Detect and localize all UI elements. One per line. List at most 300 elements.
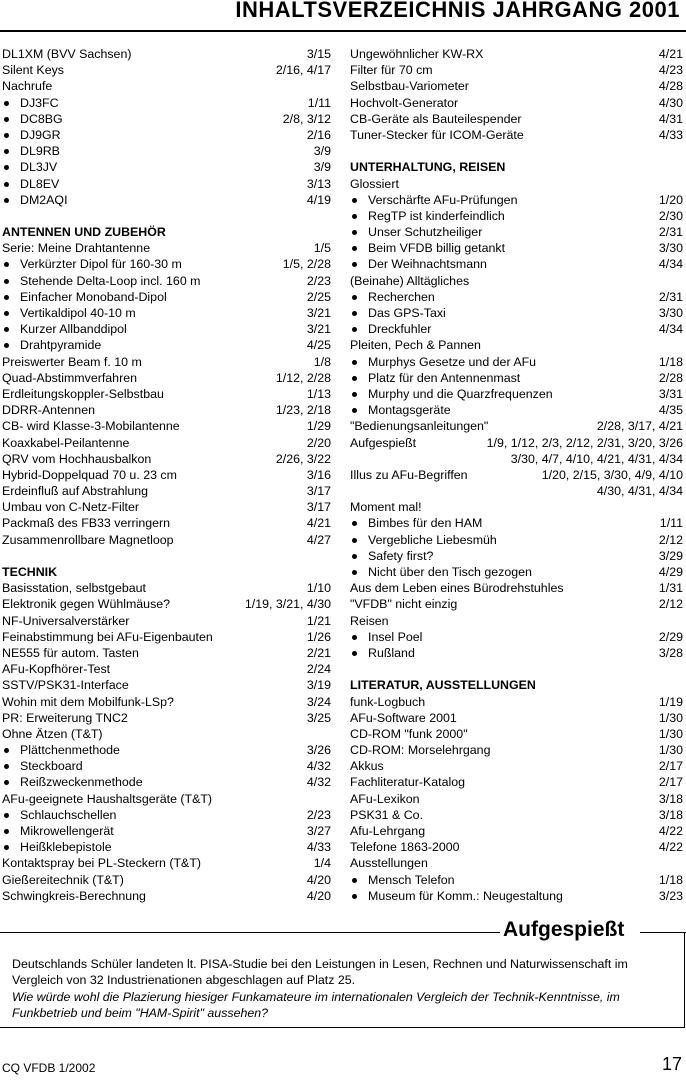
entry-title: Reisen [350, 613, 389, 628]
index-sub-entry [2, 159, 331, 175]
entry-pages: 4/30, 4/31, 4/34 [596, 484, 683, 499]
index-sub-entry [350, 224, 683, 240]
entry-pages: 4/33 [658, 127, 683, 142]
index-sub-entry [350, 402, 683, 418]
index-sub-entry [350, 564, 683, 580]
entry-title: DM2AQI [20, 192, 68, 207]
entry-pages: 4/35 [658, 403, 683, 418]
index-sub-entry [2, 111, 331, 127]
entry-pages: 1/18 [658, 354, 683, 369]
aufgespiesst-title: Aufgespießt [503, 918, 625, 941]
entry-pages: 3/29 [658, 548, 683, 563]
entry-title: DJ3FC [20, 95, 59, 110]
entry-pages: 3/17 [306, 500, 331, 515]
entry-pages: 4/21 [658, 47, 683, 61]
index-entry [2, 354, 331, 370]
index-sub-entry [350, 645, 683, 661]
index-entry [2, 515, 331, 531]
index-entry [350, 596, 683, 612]
entry-title: CB-Geräte als Bauteilespender [350, 111, 522, 126]
entry-title: QRV vom Hochhausbalkon [2, 451, 152, 466]
entry-pages: 3/31 [658, 386, 683, 401]
entry-title: Serie: Meine Drahtantenne [2, 241, 151, 256]
entry-title: Glossiert [350, 176, 399, 191]
page-title: INHALTSVERZEICHNIS JAHRGANG 2001 [235, 0, 680, 22]
entry-title: Recherchen [368, 289, 435, 304]
index-entry [2, 46, 331, 62]
index-entry [2, 629, 331, 645]
index-entry [350, 467, 683, 483]
section-gap [350, 143, 683, 159]
index-entry [2, 613, 331, 629]
entry-pages: 4/23 [658, 63, 683, 78]
index-sub-entry [350, 629, 683, 645]
entry-title: DC8BG [20, 111, 63, 126]
index-sub-entry [2, 127, 331, 143]
entry-title: Elektronik gegen Wühlmäuse? [2, 597, 171, 612]
entry-pages: 3/19 [306, 678, 331, 693]
index-entry [2, 596, 331, 612]
entry-pages: 3/28 [658, 645, 683, 660]
index-entry [2, 240, 331, 256]
section-heading [2, 224, 331, 240]
entry-pages: 4/27 [306, 532, 331, 547]
entry-pages: 2/28, 3/17, 4/21 [596, 419, 683, 434]
index-sub-entry [350, 548, 683, 564]
entry-pages: 4/21 [306, 516, 331, 531]
index-sub-entry [350, 386, 683, 402]
index-entry [350, 791, 683, 807]
index-sub-entry [350, 240, 683, 256]
index-entry [350, 726, 683, 742]
entry-title: Steckboard [20, 759, 83, 774]
entry-pages: 3/30, 4/7, 4/10, 4/21, 4/31, 4/34 [510, 451, 683, 466]
entry-pages: 4/34 [658, 257, 683, 272]
entry-pages: 1/4 [313, 856, 331, 871]
index-entry [2, 532, 331, 548]
entry-title: Heißklebepistole [20, 840, 112, 855]
entry-title: Preiswerter Beam f. 10 m [2, 354, 142, 369]
entry-pages: 3/21 [306, 322, 331, 337]
entry-title: Kontaktspray bei PL-Steckern (T&T) [2, 856, 202, 871]
entry-title: Umbau von C-Netz-Filter [2, 500, 140, 515]
entry-title: Basisstation, selbstgebaut [2, 581, 146, 596]
index-sub-entry [350, 888, 683, 904]
index-sub-entry [2, 839, 331, 855]
section-heading [2, 564, 331, 580]
index-entry [2, 580, 331, 596]
entry-pages: 4/32 [306, 775, 331, 790]
index-sub-entry [2, 176, 331, 192]
entry-title: Bimbes für den HAM [368, 516, 483, 531]
entry-title: "VFDB" nicht einzig [350, 597, 458, 612]
index-entry [350, 613, 683, 629]
index-entry [350, 451, 683, 467]
index-entry [350, 176, 683, 192]
index-entry [350, 710, 683, 726]
entry-pages: 1/19, 3/21, 4/30 [244, 597, 331, 612]
entry-pages: 2/24 [306, 662, 331, 677]
entry-pages: 1/20, 2/15, 3/30, 4/9, 4/10 [541, 467, 683, 482]
entry-title: Reißzweckenmethode [20, 775, 143, 790]
index-entry [2, 402, 331, 418]
entry-pages: 3/23 [658, 888, 683, 903]
entry-title: Platz für den Antennenmast [368, 370, 521, 385]
entry-pages: 3/30 [658, 241, 683, 256]
entry-title: Feinabstimmung bei AFu-Eigenbauten [2, 629, 213, 644]
entry-title: Erdeinfluß auf Abstrahlung [2, 484, 149, 499]
aufgespiesst-line-2: Wie würde wohl die Plazierung hiesiger Funkamateure im internationalen Vergleich der Technik-Kenntnisse, im Funkbetrieb und beim "HAM-Spirit" aussehen? [12, 989, 620, 1021]
entry-title: NF-Universalverstärker [2, 613, 130, 628]
entry-title: Hybrid-Doppelquad 70 u. 23 cm [2, 467, 177, 482]
index-entry [2, 710, 331, 726]
section-heading [350, 677, 683, 693]
entry-pages: 2/21 [306, 645, 331, 660]
entry-pages: 2/25 [306, 289, 331, 304]
index-entry [350, 273, 683, 289]
index-entry [2, 62, 331, 78]
entry-title: Nachrufe [2, 79, 53, 94]
entry-title: Unser Schutzheiliger [368, 225, 483, 240]
index-entry [350, 78, 683, 94]
entry-pages: 1/12, 2/28 [275, 370, 331, 385]
entry-title: Der Weihnachtsmann [368, 257, 487, 272]
index-entry [2, 499, 331, 515]
entry-pages: 3/16 [306, 467, 331, 482]
entry-title: "Bedienungsanleitungen" [350, 419, 489, 434]
entry-title: AFu-geeignete Haushaltsgeräte (T&T) [2, 791, 213, 806]
index-sub-entry [2, 192, 331, 208]
index-entry [350, 127, 683, 143]
entry-pages: 3/25 [306, 710, 331, 725]
entry-title: CD-ROM: Morselehrgang [350, 743, 491, 758]
index-entry [350, 580, 683, 596]
index-sub-entry [350, 515, 683, 531]
entry-title: Rußland [368, 645, 415, 660]
index-entry [350, 855, 683, 871]
page-header [0, 0, 686, 32]
index-entry [2, 791, 331, 807]
entry-title: Wohin mit dem Mobilfunk-LSp? [2, 694, 174, 709]
aufgespiesst-line-1: Deutschlands Schüler landeten lt. PISA-Studie bei den Leistungen in Lesen, Rechnen und Naturwissenschaft im Vergleich von 32 Industrienationen abgeschlagen auf Platz 25. [12, 957, 628, 988]
section-heading [350, 159, 683, 175]
index-sub-entry [2, 807, 331, 823]
index-entry [350, 435, 683, 451]
entry-pages: 3/9 [313, 144, 331, 159]
entry-pages: 3/27 [306, 824, 331, 838]
entry-title: Museum für Komm.: Neugestaltung [368, 888, 563, 903]
index-sub-entry [350, 370, 683, 386]
entry-pages: 1/31 [658, 581, 683, 596]
entry-pages: 4/19 [306, 192, 331, 207]
entry-pages: 4/34 [658, 322, 683, 337]
entry-pages: 1/23, 2/18 [275, 403, 331, 418]
entry-title: Beim VFDB billig getankt [368, 241, 506, 256]
index-sub-entry [350, 305, 683, 321]
entry-title: TECHNIK [2, 565, 58, 579]
entry-pages: 3/18 [658, 807, 683, 822]
index-entry [350, 758, 683, 774]
entry-title: Nicht über den Tisch gezogen [368, 565, 532, 579]
entry-pages: 1/11 [659, 516, 683, 531]
entry-pages: 2/17 [658, 775, 683, 790]
entry-title: Schlauchschellen [20, 807, 117, 822]
index-sub-entry [350, 289, 683, 305]
index-entry [2, 435, 331, 451]
index-entry [350, 337, 683, 353]
entry-pages: 4/20 [306, 872, 331, 887]
entry-title: Gießereitechnik (T&T) [2, 872, 124, 887]
entry-pages: 3/26 [306, 743, 331, 758]
entry-title: ANTENNEN UND ZUBEHÖR [2, 225, 166, 240]
entry-pages: 2/20 [306, 435, 331, 450]
entry-title: PSK31 & Co. [350, 807, 424, 822]
entry-pages: 1/30 [658, 710, 683, 725]
entry-title: Pleiten, Pech & Pannen [350, 338, 481, 353]
index-sub-entry [2, 273, 331, 289]
index-entry [2, 872, 331, 888]
entry-title: Tuner-Stecker für ICOM-Geräte [350, 127, 524, 142]
footer-issue: CQ VFDB 1/2002 [2, 1061, 96, 1075]
index-entry [350, 774, 683, 790]
entry-title: Stehende Delta-Loop incl. 160 m [20, 273, 201, 288]
index-entry [2, 645, 331, 661]
entry-pages: 1/11 [307, 95, 331, 110]
index-sub-entry [2, 758, 331, 774]
aufgespiesst-text [12, 956, 677, 1022]
entry-title: Ungewöhnlicher KW-RX [350, 47, 484, 61]
entry-title: Akkus [350, 759, 384, 774]
entry-pages: 3/17 [306, 484, 331, 499]
entry-title: Dreckfuhler [368, 322, 432, 337]
section-gap [2, 548, 331, 564]
index-entry [2, 483, 331, 499]
index-sub-entry [2, 143, 331, 159]
index-entry [350, 95, 683, 111]
entry-pages: 1/10 [306, 581, 331, 596]
entry-title: Filter für 70 cm [350, 63, 433, 78]
entry-pages: 1/21 [306, 613, 331, 628]
index-sub-entry [2, 289, 331, 305]
entry-pages: 4/22 [658, 824, 683, 838]
entry-title: Montagsgeräte [368, 403, 451, 418]
section-gap [350, 661, 683, 677]
entry-title: DL1XM (BVV Sachsen) [2, 47, 132, 61]
index-entry [350, 111, 683, 127]
entry-pages: 2/17 [658, 759, 683, 774]
entry-pages: 3/30 [658, 306, 683, 320]
entry-title: DL9RB [20, 144, 60, 159]
entry-title: Erdleitungskoppler-Selbstbau [2, 386, 164, 401]
entry-title: NE555 für autom. Tasten [2, 645, 139, 660]
entry-pages: 4/31 [658, 111, 683, 126]
entry-title: CB- wird Klasse-3-Mobilantenne [2, 419, 180, 434]
index-sub-entry [2, 321, 331, 337]
entry-title: Mikrowellengerät [20, 824, 114, 838]
entry-title: Silent Keys [2, 63, 64, 78]
index-sub-entry [350, 872, 683, 888]
entry-pages: 1/13 [306, 386, 331, 401]
index-sub-entry [2, 305, 331, 321]
entry-pages: 2/31 [658, 225, 683, 240]
entry-pages: 4/29 [658, 565, 683, 579]
index-column-left [2, 46, 331, 904]
entry-title: Insel Poel [368, 629, 423, 644]
entry-pages: 1/8 [313, 354, 331, 369]
entry-pages: 3/18 [658, 791, 683, 806]
page-number: 17 [661, 1054, 682, 1074]
entry-title: Schwingkreis-Berechnung [2, 888, 146, 903]
entry-title: Drahtpyramide [20, 338, 102, 353]
entry-title: Murphy und die Quarzfrequenzen [368, 386, 553, 401]
entry-title: Safety first? [368, 548, 434, 563]
entry-title: Vertikaldipol 40-10 m [20, 306, 136, 320]
index-sub-entry [350, 256, 683, 272]
index-entry [350, 483, 683, 499]
index-sub-entry [350, 354, 683, 370]
entry-title: Mensch Telefon [368, 872, 455, 887]
entry-pages: 2/16, 4/17 [275, 63, 331, 78]
entry-pages: 1/18 [658, 872, 683, 887]
entry-pages: 4/22 [658, 840, 683, 855]
entry-pages: 2/30 [658, 208, 683, 223]
entry-pages: 3/24 [306, 694, 331, 709]
entry-title: Fachliteratur-Katalog [350, 775, 466, 790]
index-entry [350, 807, 683, 823]
entry-pages: 2/31 [658, 289, 683, 304]
index-sub-entry [350, 192, 683, 208]
entry-pages: 4/33 [306, 840, 331, 855]
index-entry [2, 78, 331, 94]
entry-title: CD-ROM "funk 2000" [350, 726, 468, 741]
entry-pages: 4/30 [658, 95, 683, 110]
entry-title: Plättchenmethode [20, 743, 120, 758]
entry-title: Das GPS-Taxi [368, 306, 446, 320]
entry-title: Illus zu AFu-Begriffen [350, 467, 468, 482]
index-entry [2, 694, 331, 710]
index-entry [350, 418, 683, 434]
entry-pages: 4/20 [306, 888, 331, 903]
entry-title: Telefone 1863-2000 [350, 840, 460, 855]
entry-title: Packmaß des FB33 verringern [2, 516, 171, 531]
entry-pages: 2/28 [658, 370, 683, 385]
index-entry [2, 467, 331, 483]
entry-pages: 1/5, 2/28 [282, 257, 331, 272]
entry-title: Selbstbau-Variometer [350, 79, 469, 94]
entry-title: funk-Logbuch [350, 694, 426, 709]
entry-title: UNTERHALTUNG, REISEN [350, 160, 506, 175]
entry-title: Verkürzter Dipol für 160-30 m [20, 257, 182, 272]
entry-pages: 2/12 [658, 597, 683, 612]
entry-title: Einfacher Monoband-Dipol [20, 289, 167, 304]
entry-pages: 1/9, 1/12, 2/3, 2/12, 2/31, 3/20, 3/26 [486, 435, 683, 450]
entry-pages: 4/28 [658, 79, 683, 94]
index-entry [2, 661, 331, 677]
entry-title: Aus dem Leben eines Bürodrehstuhles [350, 581, 564, 596]
entry-pages: 2/26, 3/22 [275, 451, 331, 466]
entry-pages: 1/19 [658, 694, 683, 709]
entry-title: Kurzer Allbanddipol [20, 322, 127, 337]
entry-title: (Beinahe) Alltägliches [350, 273, 470, 288]
index-entry [2, 418, 331, 434]
index-sub-entry [350, 321, 683, 337]
index-column-right [350, 46, 683, 904]
entry-title: Zusammenrollbare Magnetloop [2, 532, 174, 547]
entry-title: PR: Erweiterung TNC2 [2, 710, 128, 725]
entry-pages: 2/23 [306, 273, 331, 288]
entry-pages: 4/25 [306, 338, 331, 353]
entry-title: Ohne Ätzen (T&T) [2, 726, 103, 741]
index-sub-entry [350, 532, 683, 548]
entry-pages: 1/20 [658, 192, 683, 207]
entry-pages: 1/5 [313, 241, 331, 256]
entry-pages: 2/23 [306, 807, 331, 822]
index-entry [350, 839, 683, 855]
entry-title: Hochvolt-Generator [350, 95, 459, 110]
entry-pages: 1/30 [658, 726, 683, 741]
entry-pages: 3/15 [306, 47, 331, 61]
entry-pages: 2/16 [306, 127, 331, 142]
index-entry [350, 823, 683, 839]
entry-pages: 1/29 [306, 419, 331, 434]
index-entry [2, 370, 331, 386]
index-entry [350, 46, 683, 62]
index-entry [350, 694, 683, 710]
entry-title: DL8EV [20, 176, 60, 191]
section-gap [2, 208, 331, 224]
index-sub-entry [2, 95, 331, 111]
index-entry [2, 888, 331, 904]
index-entry [350, 742, 683, 758]
index-entry [350, 62, 683, 78]
entry-title: Quad-Abstimmverfahren [2, 370, 137, 385]
index-entry [2, 386, 331, 402]
entry-title: Verschärfte AFu-Prüfungen [368, 192, 518, 207]
entry-title: AFu-Software 2001 [350, 710, 457, 725]
entry-pages: 3/9 [313, 160, 331, 175]
entry-pages: 1/26 [306, 629, 331, 644]
entry-pages: 2/12 [658, 532, 683, 547]
entry-title: DL3JV [20, 160, 58, 175]
entry-pages: 3/21 [306, 306, 331, 320]
index-sub-entry [2, 742, 331, 758]
entry-pages: 3/13 [306, 176, 331, 191]
entry-title: SSTV/PSK31-Interface [2, 678, 129, 693]
entry-title: Murphys Gesetze und der AFu [368, 354, 537, 369]
index-entry [2, 451, 331, 467]
index-sub-entry [2, 823, 331, 839]
index-entry [2, 726, 331, 742]
index-sub-entry [350, 208, 683, 224]
index-sub-entry [2, 337, 331, 353]
entry-title: RegTP ist kinderfeindlich [368, 208, 505, 223]
entry-title: Koaxkabel-Peilantenne [2, 435, 130, 450]
entry-title: LITERATUR, AUSSTELLUNGEN [350, 678, 536, 693]
index-entry [350, 499, 683, 515]
index-entry [2, 855, 331, 871]
index-sub-entry [2, 256, 331, 272]
entry-title: DDRR-Antennen [2, 403, 95, 418]
entry-title: Ausstellungen [350, 856, 428, 871]
entry-title: Moment mal! [350, 500, 422, 515]
entry-title: AFu-Lexikon [350, 791, 420, 806]
index-entry [2, 677, 331, 693]
entry-pages: 4/32 [306, 759, 331, 774]
entry-pages: 1/30 [658, 743, 683, 758]
entry-title: Aufgespießt [350, 435, 417, 450]
entry-pages: 2/29 [658, 629, 683, 644]
entry-title: AFu-Kopfhörer-Test [2, 662, 111, 677]
